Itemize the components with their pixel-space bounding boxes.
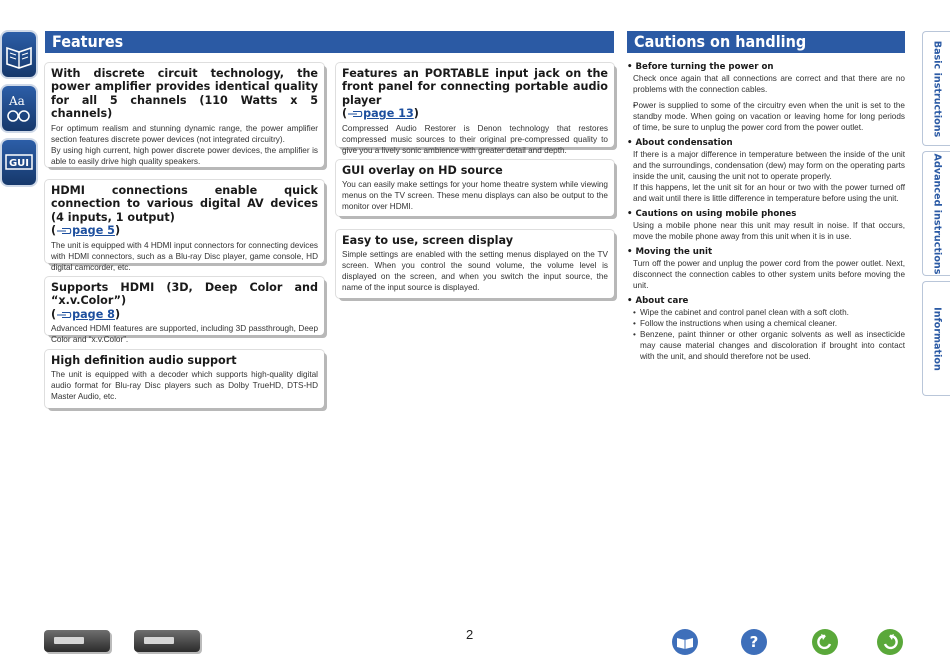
contents-button[interactable] [671, 628, 699, 656]
feature-body: You can easily make settings for your home theatre system while viewing menus on the TV screen. These menu displays can also be output to the monitor over HDMI. [342, 180, 608, 212]
features-title: Features [45, 31, 614, 53]
page-link[interactable]: page 13 [363, 107, 414, 121]
help-icon [740, 628, 768, 656]
caution-body: Turn off the power and unplug the power cord from the power outlet. Next, disconnect the connection cables to other system units before moving the unit. [633, 259, 905, 290]
caution-heading: • About care [627, 296, 905, 307]
feature-title: With discrete circuit technology, the power amplifier provides identical quality for all 5 channels (110 Watts x 5 channels) [51, 67, 318, 121]
forward-button[interactable] [876, 628, 904, 656]
care-bullet: • Benzene, paint thinner or other organic solvents as well as insecticide may cause material changes and discoloration if brought into contact with the unit, and should therefore not be used. [627, 329, 905, 362]
feature-title: GUI overlay on HD source [342, 164, 503, 177]
feature-card [45, 63, 324, 167]
font-nav-icon[interactable] [2, 86, 36, 131]
book-nav-icon[interactable] [2, 32, 36, 77]
book-icon [5, 38, 33, 70]
back-button[interactable] [811, 628, 839, 656]
caution-heading: • Before turning the power on [627, 62, 905, 73]
tab-label: Basic instructions [931, 40, 942, 137]
page-link[interactable]: page 8 [72, 307, 115, 321]
caution-body: Using a mobile phone near this unit may result in noise. If that occurs, move the mobile phone away from this unit when it is in use. [633, 221, 905, 241]
pointing-hand-icon [56, 227, 72, 235]
feature-body: The unit is equipped with a decoder which supports high-quality digital audio format for Blu-ray Disc players such as Dolby TrueHD, DTS-HD Master Audio, etc. [51, 370, 318, 402]
svg-text:?: ? [749, 633, 759, 651]
feature-title: High definition audio support [51, 354, 237, 367]
feature-card [336, 63, 614, 155]
help-button[interactable] [740, 628, 768, 656]
feature-title: Supports HDMI (3D, Deep Color and “x.v.Color”) ( page 8) [51, 281, 318, 321]
feature-card [45, 350, 324, 408]
caution-item [627, 100, 905, 133]
caution-body: Check once again that all connections are correct and that there are no problems with the connection cables. [633, 74, 905, 94]
feature-card [336, 160, 614, 216]
caution-item [627, 209, 905, 242]
care-bullet: • Wipe the cabinet and control panel clean with a soft cloth. [627, 307, 905, 318]
tab-basic-instructions[interactable] [922, 31, 950, 146]
caution-body: • Power is supplied to some of the circuitry even when the unit is set to the standby mode. When going on vacation or leaving home for long periods of time, be sure to unplug the power cord from the power outlet. [627, 100, 905, 133]
cautions-list [627, 62, 905, 367]
receiver-front-icon[interactable] [44, 630, 110, 652]
feature-body: For optimum realism and stunning dynamic range, the power amplifier section features discrete power devices (not integrated circuitry). By using high current, high power discrete power devices, the amplifier is able to easily drive high quality speakers. [51, 123, 318, 166]
feature-body: Advanced HDMI features are supported, including 3D passthrough, Deep Color and “x.v.Color”. [51, 324, 318, 345]
forward-icon [876, 628, 904, 656]
pointing-hand-icon [347, 110, 363, 118]
feature-title: HDMI connections enable quick connection to various digital AV devices (4 inputs, 1 output) ( page 5) [51, 184, 318, 238]
caution-heading: • About condensation [627, 138, 905, 149]
caution-item [627, 247, 905, 291]
back-icon [811, 628, 839, 656]
feature-card [45, 180, 324, 272]
feature-body: The unit is equipped with 4 HDMI input connectors for connecting devices with HDMI connectors, such as a Blu-ray Disc player, game console, HD digital camcorder, etc. [51, 240, 318, 272]
tab-advanced-instructions[interactable] [922, 151, 950, 276]
tab-label: Information [931, 306, 942, 371]
cautions-title: Cautions on handling [627, 31, 905, 53]
caution-item [627, 296, 905, 362]
caution-body: If there is a major difference in temperature between the inside of the unit and the surroundings, condensation (dew) may form on the operating parts inside the unit, causing the unit not to operate properly. If this happens, let the unit sit for an hour or two with the power turned off and wait until there is little difference in temperature before using the unit. [633, 150, 905, 203]
feature-title: Easy to use, screen display [342, 234, 514, 247]
gui-icon [5, 146, 33, 176]
contents-book-icon [671, 628, 699, 656]
caution-heading: • Cautions on using mobile phones [627, 209, 905, 220]
feature-card [45, 277, 324, 345]
pointing-hand-icon [56, 311, 72, 319]
font-icon [5, 92, 33, 126]
page-number: 2 [466, 627, 474, 642]
font-icon-label: Aa [9, 94, 25, 108]
caution-item [627, 62, 905, 95]
caution-item [627, 138, 905, 204]
feature-card [336, 230, 614, 298]
tab-information[interactable] [922, 281, 950, 396]
caution-heading: • Moving the unit [627, 247, 905, 258]
feature-body: Compressed Audio Restorer is Denon technology that restores compressed music sources to their original pre-compressed quality to give you a lively sonic ambience with greater detail and depth. [342, 123, 608, 155]
feature-body: Simple settings are enabled with the setting menus displayed on the TV screen. When you control the sound volume, the volume level is displayed on the screen, and when you switch the input source, the name of the input source is displayed. [342, 250, 608, 293]
receiver-rear-icon[interactable] [134, 630, 200, 652]
page-link[interactable]: page 5 [72, 224, 115, 238]
gui-nav-icon[interactable] [2, 140, 36, 185]
gui-icon-label: GUI [8, 158, 30, 169]
tab-label: Advanced instructions [931, 153, 942, 274]
feature-title: Features an PORTABLE input jack on the front panel for connecting portable audio player ( page 13) [342, 67, 608, 121]
care-bullet: • Follow the instructions when using a chemical cleaner. [627, 318, 905, 329]
